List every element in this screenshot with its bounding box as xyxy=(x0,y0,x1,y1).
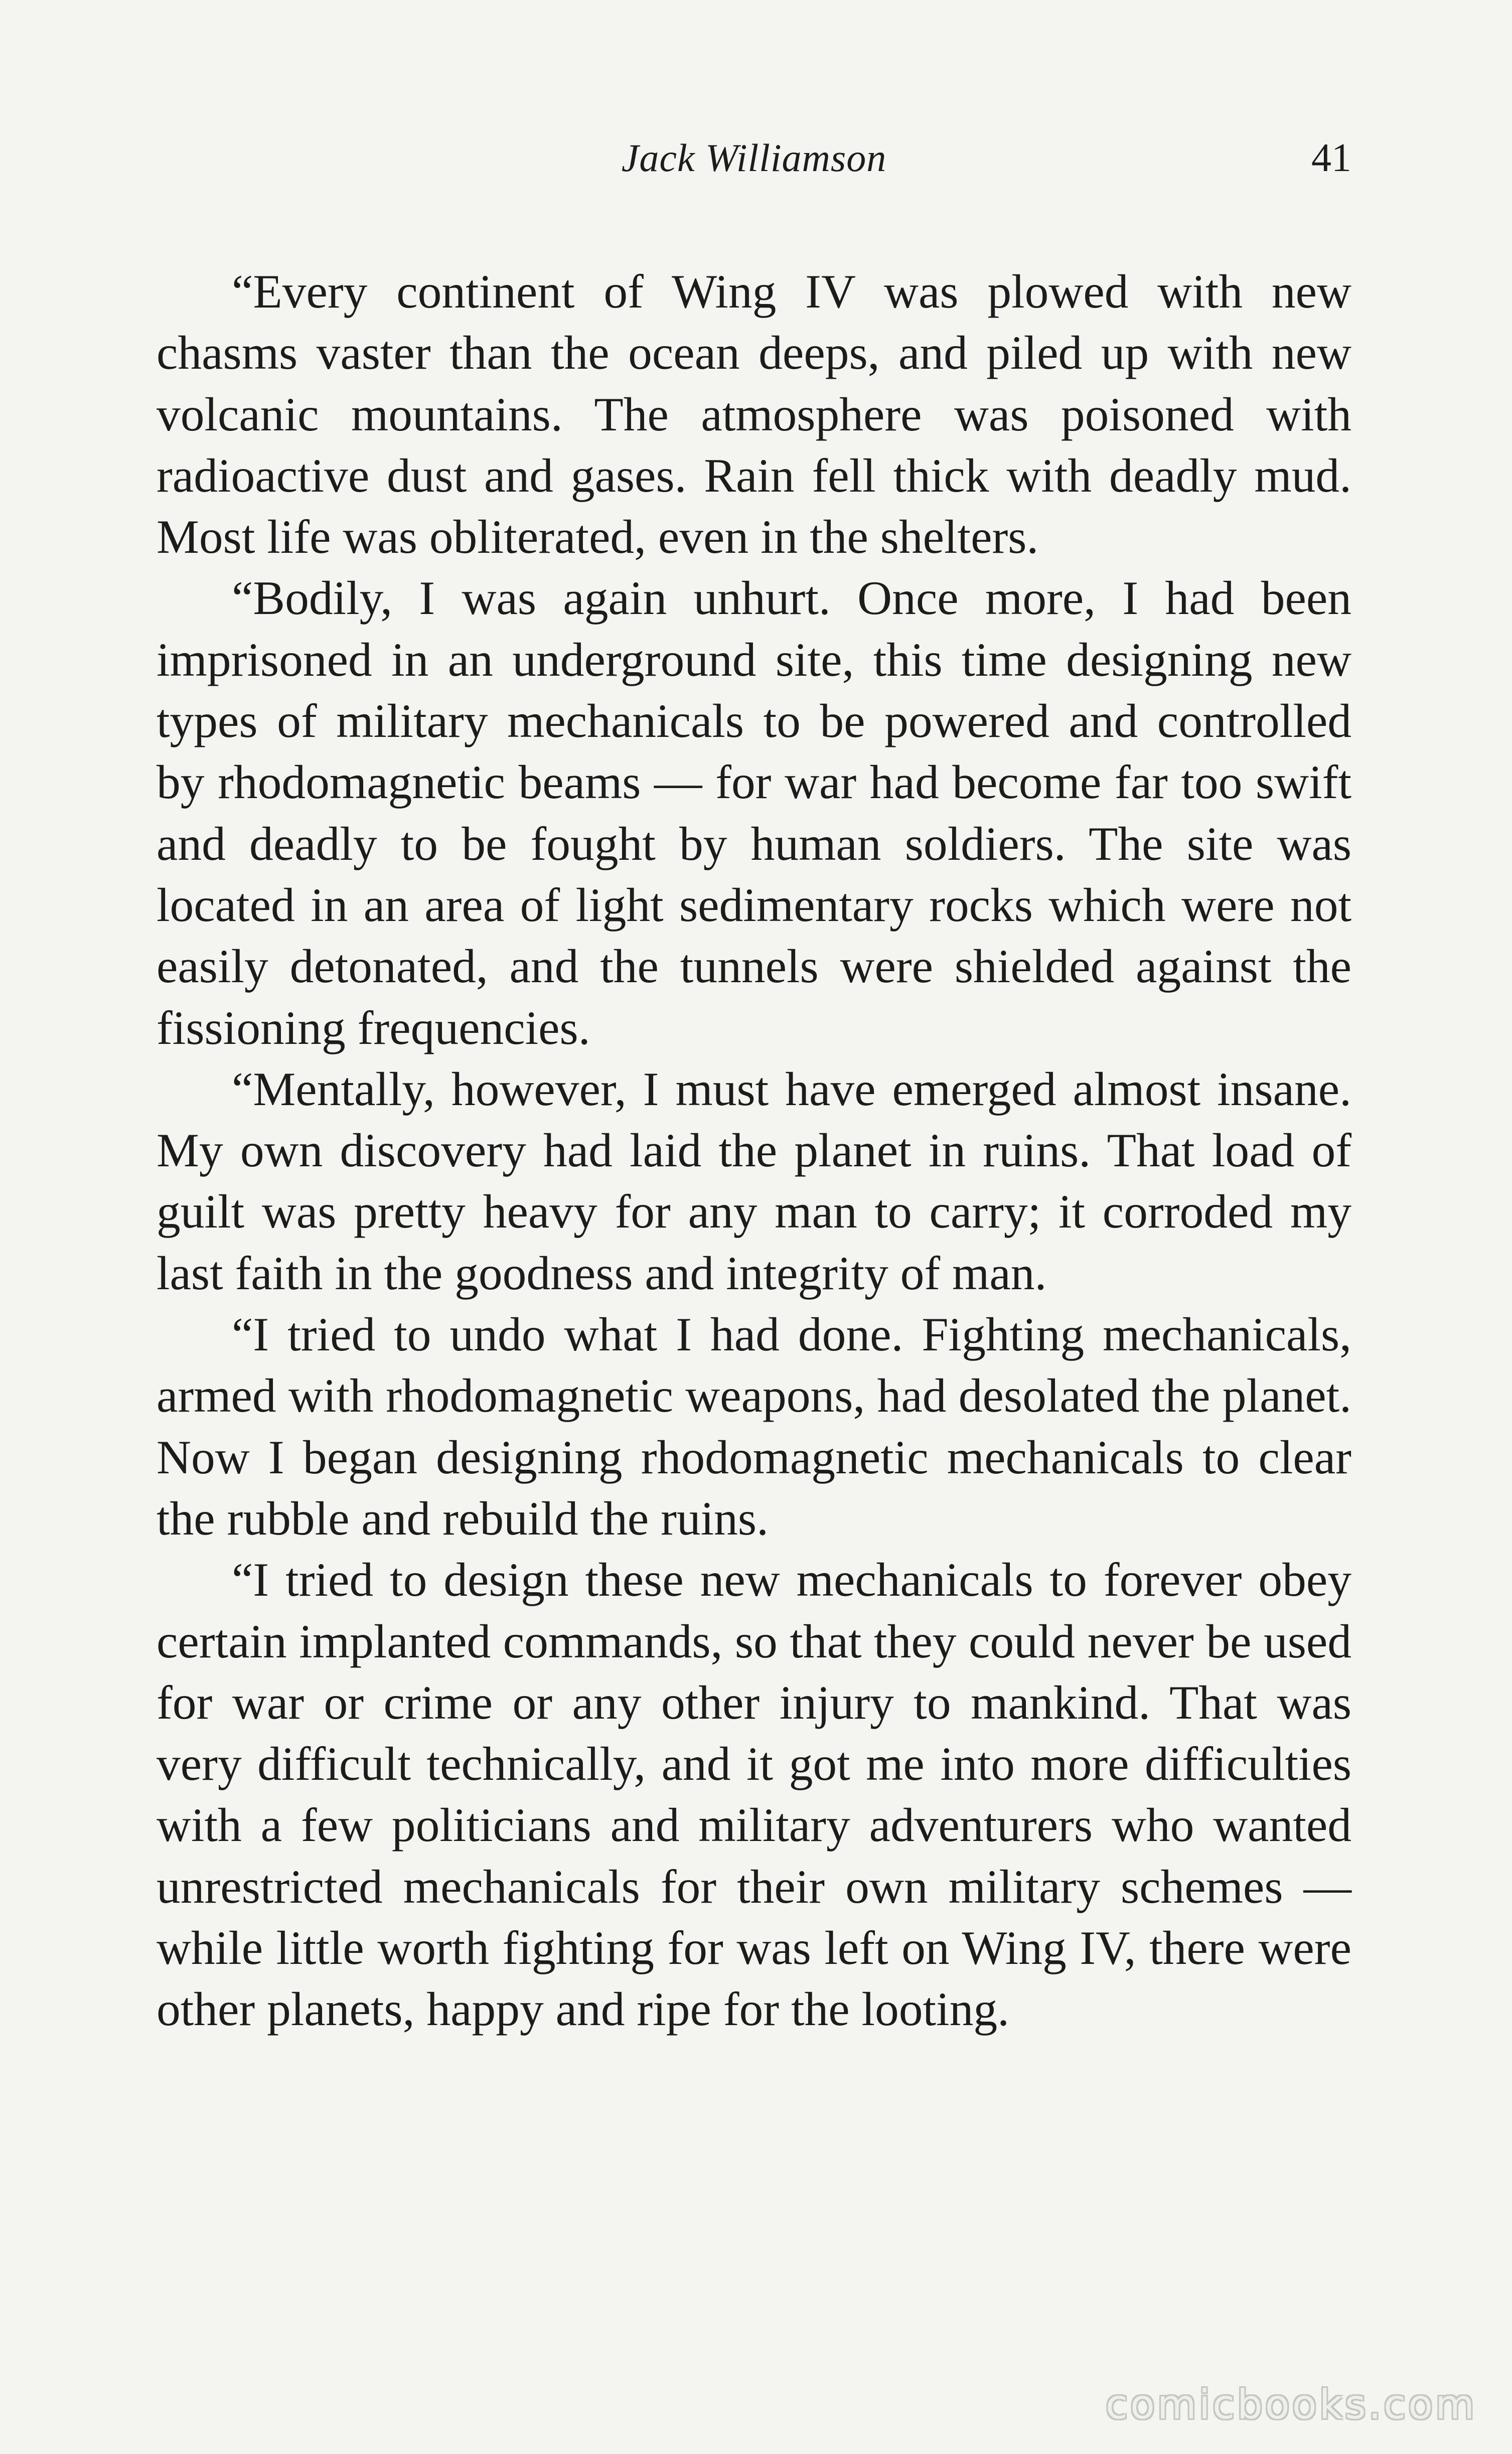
page-number: 41 xyxy=(1311,136,1351,180)
watermark: comicbooks.com xyxy=(1105,2381,1477,2428)
page-header xyxy=(157,128,1351,188)
paragraph: “Mentally, however, I must have emerged almost insane. My own discovery had laid the planet in ruins. That load of guilt was pretty heavy for any man to carry; it corroded my last faith in the goodness and integrity of man. xyxy=(157,1062,1351,1300)
paragraph: “I tried to undo what I had done. Fighting mechanicals, armed with rhodomagnetic weapons, had desolated the planet. Now I began designing rhodomagnetic mechanicals to clear the rubble and rebuild the ruins. xyxy=(157,1308,1351,1545)
paragraph: “Bodily, I was again unhurt. Once more, I had been imprisoned in an underground site, this time designing new types of military mechanicals to be powered and controlled by rhodomagnetic beams — for war had become far too swift and deadly to be fought by human soldiers. The site was located in an area of light sedimentary rocks which were not easily detonated, and the tunnels were shielded against the fissioning frequencies. xyxy=(157,571,1351,1054)
paragraph: “I tried to design these new mechanicals to forever obey certain implanted commands, so that they could never be used for war or crime or any other injury to mankind. That was very difficult technically, and it got me into more difficulties with a few politicians and military adventurers who wanted unrestricted mechanicals for their own military schemes — while little worth fighting for was left on Wing IV, there were other planets, happy and ripe for the looting. xyxy=(157,1553,1351,2036)
paragraph: “Every continent of Wing IV was plowed with new chasms vaster than the ocean deeps, and piled up with new volcanic mountains. The atmosphere was poisoned with radioactive dust and gases. Rain fell thick with deadly mud. Most life was obliterated, even in the shelters. xyxy=(157,265,1351,564)
running-head-author: Jack Williamson xyxy=(621,136,887,180)
body-text xyxy=(157,261,1351,2040)
